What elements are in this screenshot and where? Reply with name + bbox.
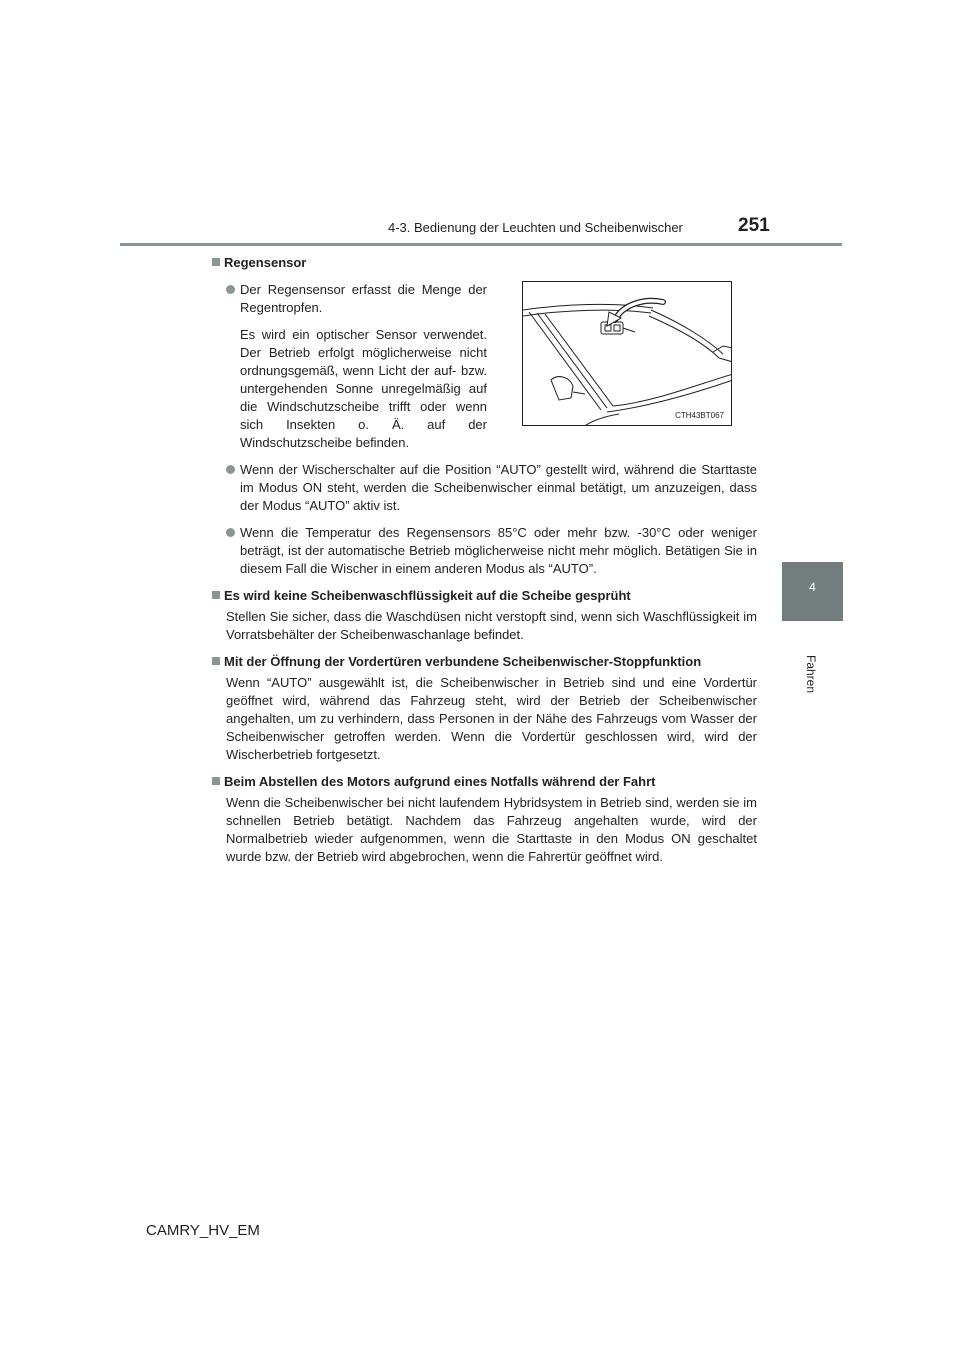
section-heading-door-stop	[212, 653, 757, 671]
section-heading-text: Regensensor	[224, 255, 307, 270]
section-body: Stellen Sie sicher, dass die Waschdüsen nicht verstopft sind, wenn sich Waschflüssigkeit im Vorratsbehälter der Scheibenwaschanlage befindet.	[226, 609, 757, 642]
bullet-text: Wenn der Wischerschalter auf die Position “AUTO” gestellt wird, während die Starttaste im Modus ON steht, werden die Scheibenwischer einmal betätigt, um anzuzeigen, dass der Modus “AUTO” aktiv ist.	[240, 462, 757, 513]
rain-sensor-figure	[522, 281, 732, 426]
header-rule	[120, 243, 842, 246]
header-section-title: 4-3. Bedienung der Leuchten und Scheibenwischer	[388, 220, 683, 235]
section-heading-washer-fluid	[212, 587, 757, 605]
chapter-tab	[782, 562, 843, 621]
round-bullet-icon	[226, 465, 235, 474]
bullet-continuation: Es wird ein optischer Sensor verwendet. Der Betrieb erfolgt möglicherweise nicht ordnungsgemäß, wenn Licht der auf- bzw. untergehenden Sonne unregelmäßig auf die Windschutzscheibe trifft oder wenn sich Insekten o. Ä. auf der Windschutzscheibe befinden.	[240, 327, 487, 450]
bullet-item	[212, 461, 757, 515]
round-bullet-icon	[226, 528, 235, 537]
section-heading-regensensor	[212, 254, 757, 272]
bullet-text: Der Regensensor erfasst die Menge der Regentropfen.	[240, 282, 487, 315]
bullet-item	[212, 524, 757, 578]
bullet-text: Wenn die Temperatur des Regensensors 85°C oder mehr bzw. -30°C oder weniger beträgt, ist der automatische Betrieb möglicherweise nicht mehr möglich. Betätigen Sie in diesem Fall die Wischer in einem anderen Modus als “AUTO”.	[240, 525, 757, 576]
chapter-label: Fahren	[804, 655, 818, 694]
section-heading-text: Es wird keine Scheibenwaschflüssigkeit auf die Scheibe gesprüht	[224, 588, 631, 603]
round-bullet-icon	[226, 285, 235, 294]
square-bullet-icon	[212, 591, 220, 599]
section-body: Wenn “AUTO” ausgewählt ist, die Scheibenwischer in Betrieb sind und eine Vordertür geöffnet wird, während das Fahrzeug steht, wird der Betrieb der Scheibenwischer angehalten, um zu verhindern, dass Personen in der Nähe des Fahrzeugs vom Wasser der Scheibenwischer getroffen werden. Wenn die Vordertür geschlossen wird, wird der Wischerbetrieb fortgesetzt.	[226, 675, 757, 762]
bullet-item	[212, 281, 487, 317]
section-body: Wenn die Scheibenwischer bei nicht laufendem Hybridsystem in Betrieb sind, werden sie im schnellen Betrieb betätigt. Nachdem das Fahrzeug angehalten wurde, wird der Normalbetrieb wieder aufgenommen, wenn die Starttaste in den Modus ON geschaltet wurde bzw. der Betrieb wird abgebrochen, wenn die Fahrertür geöffnet wird.	[226, 795, 757, 864]
square-bullet-icon	[212, 258, 220, 266]
chapter-number: 4	[809, 580, 816, 594]
section-heading-text: Mit der Öffnung der Vordertüren verbundene Scheibenwischer-Stoppfunktion	[224, 654, 702, 669]
square-bullet-icon	[212, 657, 220, 665]
page-number: 251	[738, 215, 770, 236]
windshield-illustration	[523, 282, 732, 426]
footer-model-code: CAMRY_HV_EM	[146, 1222, 260, 1239]
section-heading-emergency	[212, 773, 757, 791]
square-bullet-icon	[212, 777, 220, 785]
figure-code: CTH43BT067	[675, 411, 724, 420]
section-heading-text: Beim Abstellen des Motors aufgrund eines Notfalls während der Fahrt	[224, 774, 656, 789]
